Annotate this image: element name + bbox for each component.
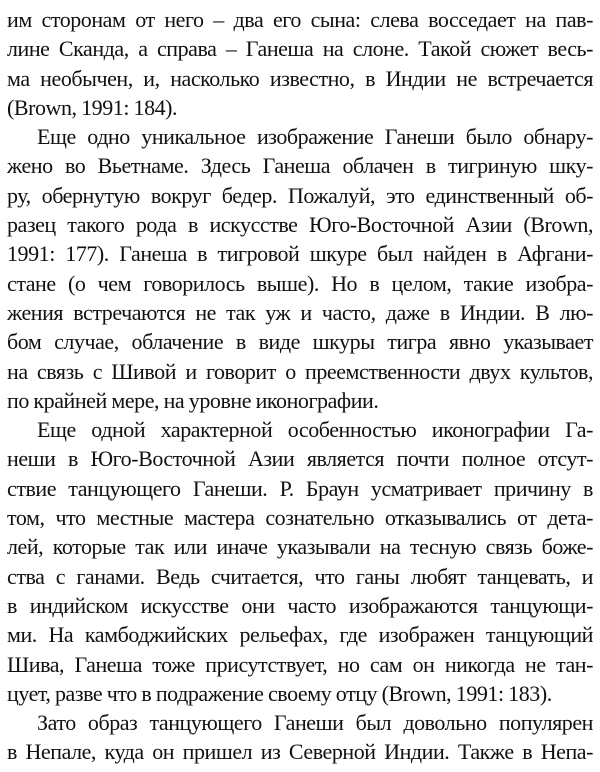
- text-line: ствие танцующего Ганеши. Р. Браун усматривает причину в: [7, 475, 593, 501]
- text-line: Еще одно уникальное изображение Ганеши было обнару-: [37, 124, 593, 150]
- text-line: ства с ганами. Ведь считается, что ганы любят танцевать, и: [7, 563, 593, 589]
- text-line: ма необычен, и, насколько известно, в Индии не встречается: [7, 65, 593, 91]
- text-line: ру, обернутую вокруг бедер. Пожалуй, это единственный об-: [7, 182, 593, 208]
- text-line: Зато образ танцующего Ганеши был довольно популярен: [37, 710, 593, 736]
- text-line: Еще одной характерной особенностью иконографии Га-: [37, 417, 593, 443]
- text-line: ми. На камбоджийских рельефах, где изображен танцующий: [7, 622, 593, 648]
- text-line: бом случае, облачение в виде шкуры тигра явно указывает: [7, 329, 593, 355]
- text-line: 1991: 177). Ганеша в тигровой шкуре был найден в Афгани-: [7, 241, 593, 267]
- text-line: им сторонам от него – два его сына: слева восседает на пав-: [7, 7, 593, 32]
- text-line: (Brown, 1991: 184).: [7, 94, 178, 120]
- text-line: цует, разве что в подражение своему отцу (Brown, 1991: 183).: [7, 680, 552, 706]
- text-line: по крайней мере, на уровне иконографии.: [7, 387, 379, 413]
- text-line: разец такого рода в искусстве Юго-Восточной Азии (Brown,: [7, 212, 593, 238]
- text-line: лине Сканда, а справа – Ганеша на слоне. Такой сюжет весь-: [7, 36, 593, 62]
- text-line: в Непале, куда он пришел из Северной Индии. Также в Непа-: [7, 739, 593, 765]
- text-line: на связь с Шивой и говорит о преемственности двух культов,: [7, 358, 593, 384]
- text-line: жено во Вьетнаме. Здесь Ганеша облачен в тигриную шку-: [7, 153, 593, 179]
- text-line: в индийском искусстве они часто изображаются танцующи-: [7, 592, 593, 618]
- text-line: лей, которые так или иначе указывали на тесную связь боже-: [7, 534, 593, 560]
- paragraph: [7, 415, 593, 708]
- paragraph: [7, 708, 593, 767]
- text-line: неши в Юго-Восточной Азии является почти полное отсут-: [7, 446, 593, 472]
- paragraph: [7, 122, 593, 415]
- text-line: жения встречаются не так уж и часто, даже в Индии. В лю-: [7, 299, 593, 325]
- text-line: Шива, Ганеша тоже присутствует, но сам он никогда не тан-: [7, 651, 593, 677]
- document-page: [7, 5, 593, 767]
- paragraph: [7, 5, 593, 122]
- text-line: стане (о чем говорилось выше). Но в целом, такие изобра-: [7, 270, 593, 296]
- text-line: том, что местные мастера сознательно отказывались от дета-: [7, 505, 593, 531]
